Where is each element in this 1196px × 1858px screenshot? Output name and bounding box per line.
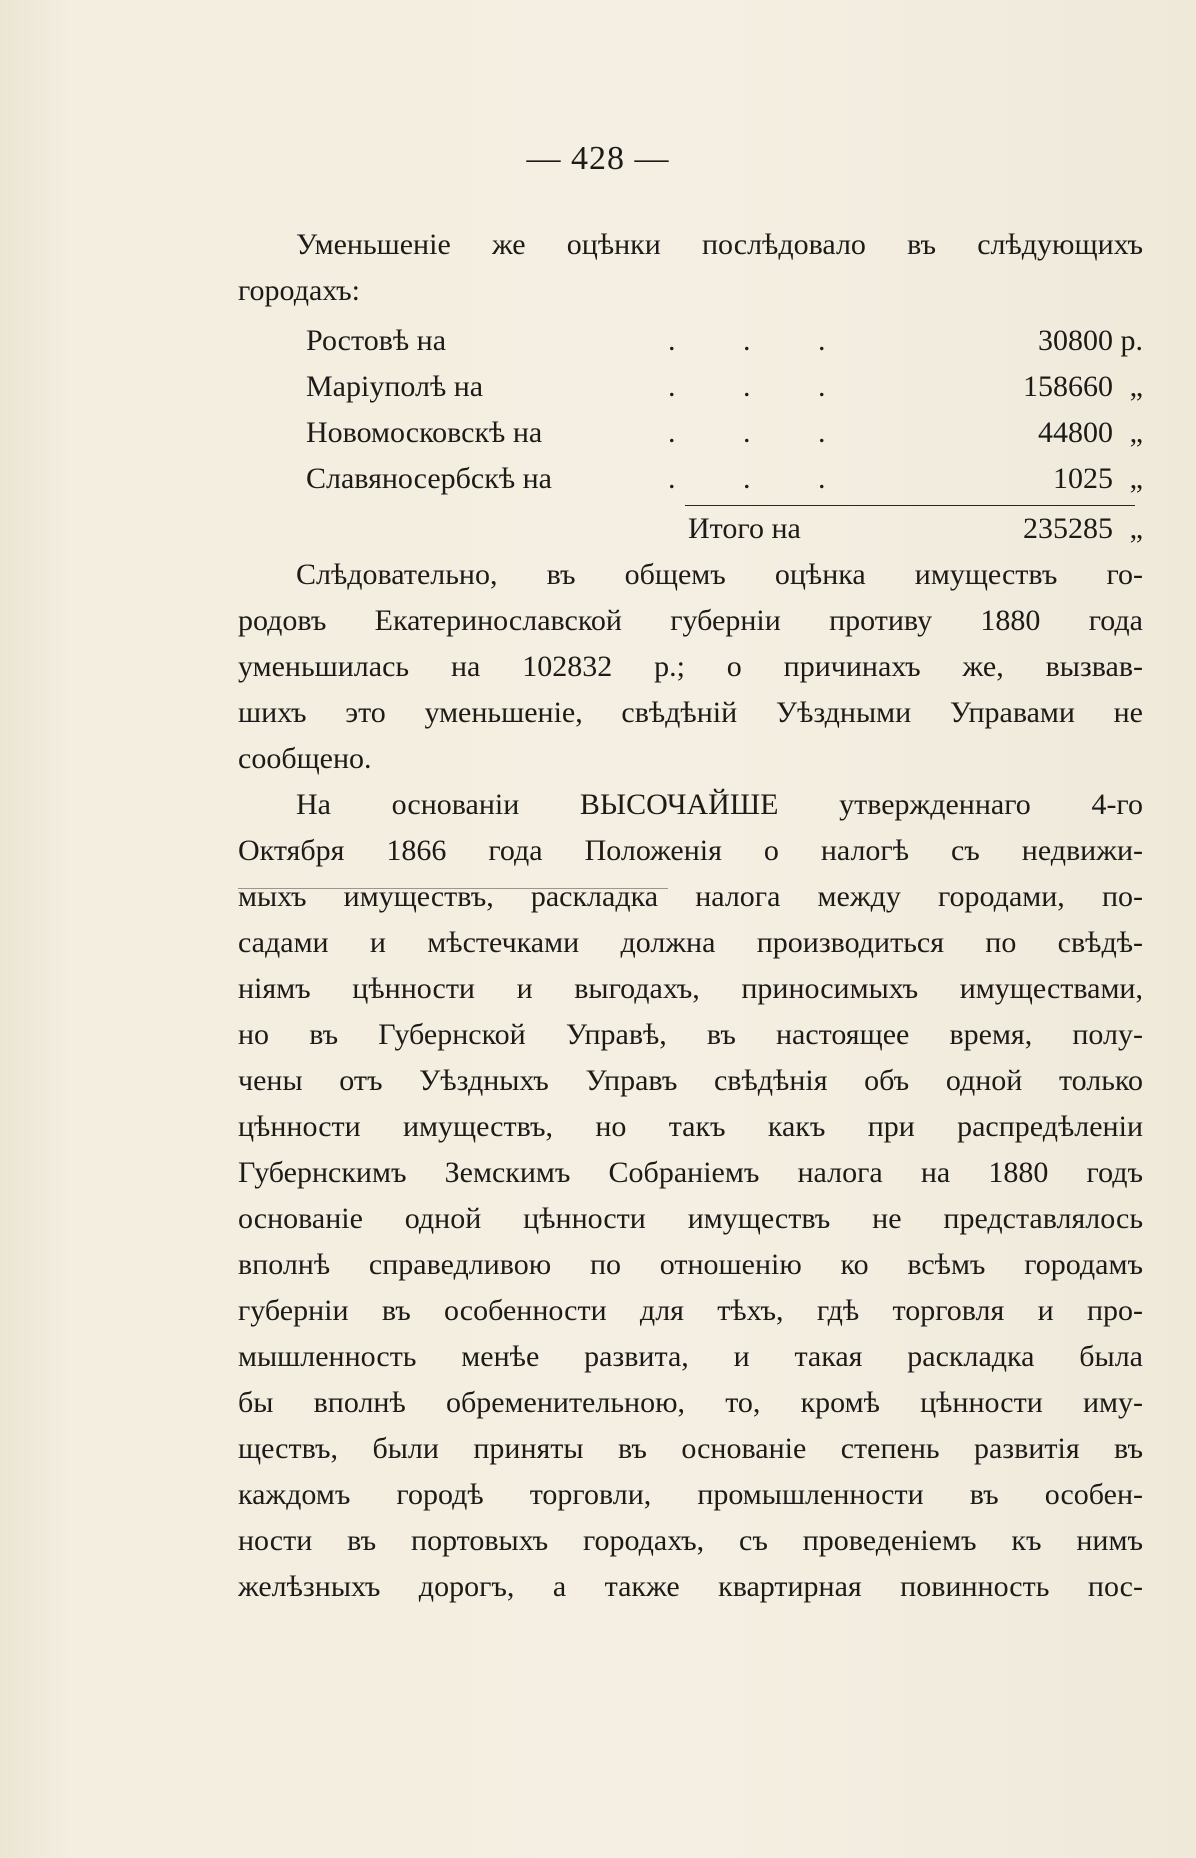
city-name: Новомосковскѣ на [306,416,543,449]
text-line: чены отъ Уѣздныхъ Управъ свѣдѣнія объ одной только [238,1064,1143,1097]
text-line: садами и мѣстечками должна производиться по свѣдѣ- [238,926,1143,959]
leader-dots: . . . [668,462,856,495]
text-line: но въ Губернской Управѣ, въ настоящее время, полу- [238,1018,1143,1051]
city-amount: 30800 [1038,324,1113,357]
leader-dots: . . . [668,416,856,449]
page-number: — 428 — [526,140,670,177]
text-line: родовъ Екатеринославской губерніи противу 1880 года [238,604,1143,637]
text-line: Октября 1866 года Положенія о налогѣ съ недвижи- [238,834,1143,867]
text-line: шихъ это уменьшеніе, свѣдѣній Уѣздными Управами не [238,696,1143,729]
text-line: бы вполнѣ обременительною, то, кромѣ цѣнности иму- [238,1386,1143,1419]
text-line: ніямъ цѣнности и выгодахъ, приносимыхъ имуществами, [238,972,1143,1005]
city-list [238,318,1143,502]
total-row [238,506,1143,552]
city-name: Славяносербскѣ на [306,462,552,495]
city-unit: р. [1120,324,1143,357]
leader-dots: . . . [668,324,856,357]
total-amount: 235285 [1023,512,1113,545]
leader-dots: . . . [668,370,856,403]
intro-line: городахъ: [238,274,360,307]
total-label: Итого на [688,512,801,545]
city-name: Ростовѣ на [306,324,447,357]
paragraph-2 [238,782,1143,1610]
city-unit: „ [1129,416,1143,449]
text-line: На основаніи ВЫСОЧАЙШЕ утвержденнаго 4-го [296,788,1143,821]
intro-line: Уменьшеніе же оцѣнки послѣдовало въ слѣдующихъ [296,228,1143,261]
text-line: цѣнности имуществъ, но такъ какъ при распредѣленіи [238,1110,1143,1143]
text-line: Слѣдовательно, въ общемъ оцѣнка имуществъ го- [296,558,1143,591]
text-line: уменьшилась на 102832 р.; о причинахъ же, вызвав- [238,650,1143,683]
text-line: основаніе одной цѣнности имуществъ не представлялось [238,1202,1143,1235]
underline-mark [238,888,668,889]
total-unit: „ [1129,512,1143,545]
text-line: мыхъ имуществъ, раскладка налога между городами, по- [238,880,1143,913]
text-line: ществъ, были приняты въ основаніе степень развитія въ [238,1432,1143,1465]
text-line: губерніи въ особенности для тѣхъ, гдѣ торговля и про- [238,1294,1143,1327]
text-line: ности въ портовыхъ городахъ, съ проведеніемъ къ нимъ [238,1524,1143,1557]
intro [238,222,1143,314]
city-name: Маріуполѣ на [306,370,484,403]
city-amount: 1025 [1053,462,1113,495]
text-line: каждомъ городѣ торговли, промышленности въ особен- [238,1478,1143,1511]
paragraph-1 [238,552,1143,782]
city-unit: „ [1129,462,1143,495]
city-unit: „ [1129,370,1143,403]
text-line: сообщено. [238,742,372,775]
city-amount: 158660 [1023,370,1113,403]
text-line: вполнѣ справедливою по отношенію ко всѣмъ городамъ [238,1248,1143,1281]
text-line: желѣзныхъ дорогъ, а также квартирная повинность пос- [238,1570,1143,1603]
text-line: мышленность менѣе развита, и такая раскладка была [238,1340,1143,1373]
city-row [238,410,1143,456]
city-row [238,456,1143,502]
city-row [238,364,1143,410]
city-amount: 44800 [1038,416,1113,449]
city-row [238,318,1143,364]
text-line: Губернскимъ Земскимъ Собраніемъ налога на 1880 годъ [238,1156,1143,1189]
